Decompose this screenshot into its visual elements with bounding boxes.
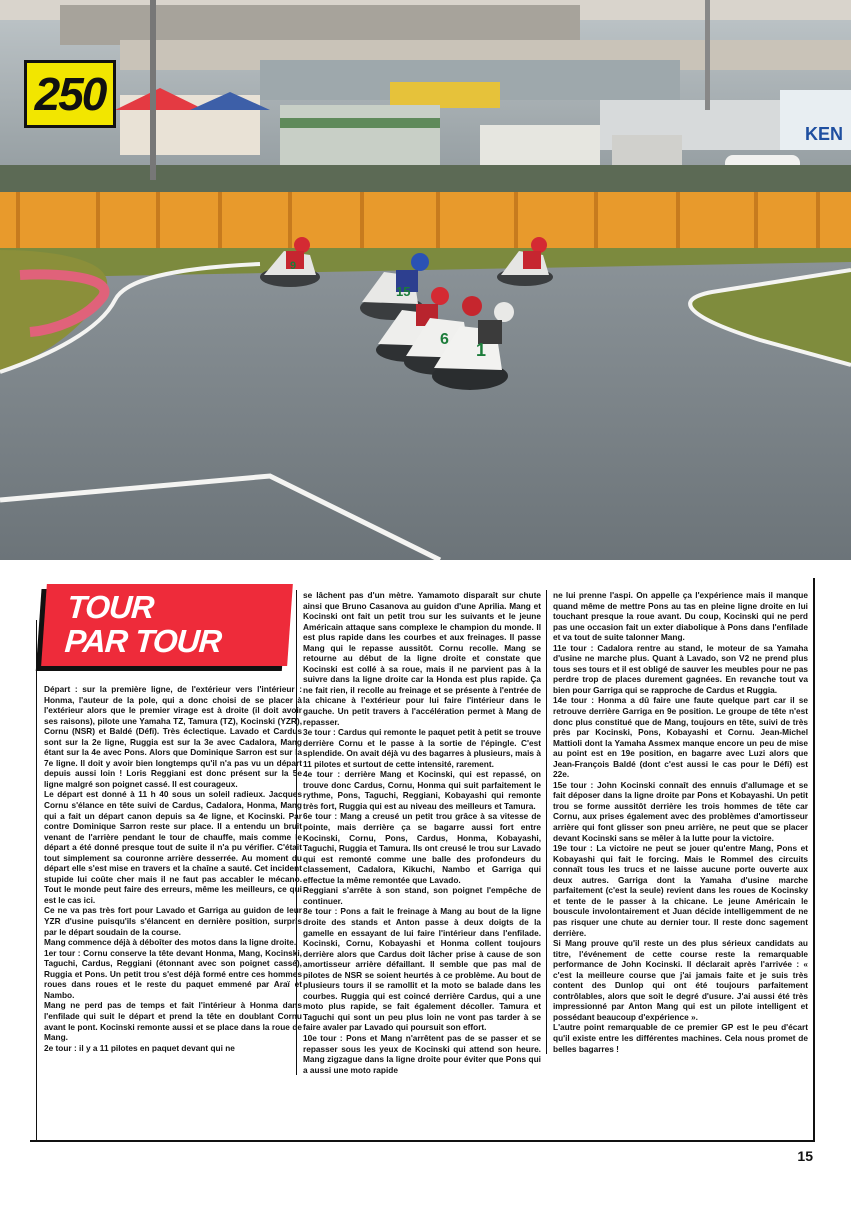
race-photo-illustration <box>0 0 851 560</box>
article-column-1 <box>44 684 302 1053</box>
svg-text:9: 9 <box>290 260 297 272</box>
paragraph: 15e tour : John Kocinski connaît des ennuis d'allumage et se fait déposer dans la ligne droite par Pons et Kobayashi. Un petit trou se forme aussitôt derrière les trois hommes de tête car Cornu, aux prises également avec des problèmes d'amortisseur arrière qui font glisser son pneu arrière, ne peut que se placer devant Kocinski sans se mêler à la lutte pour la victoire. <box>553 779 808 843</box>
svg-text:6: 6 <box>440 331 449 348</box>
paragraph: 8e tour : Pons a fait le freinage à Mang au bout de la ligne droite des stands et Anton passe à deux doigts de la gamelle en essayant de lui faire l'intérieur dans l'enfilade. Kocinski, Cornu, Kobayashi et Honma collent toujours derrière alors que Cardus doit lâcher prise à cause de son amortisseur arrière défaillant. Il semble que pas mal de pilotes de NSR se soient heurtés à ce problème. Au bout de plusieurs tours il se ramollit et la moto se balade dans les courbes. Ruggia qui est coincé derrière Cardus, qui a une moto plus rapide, se fait également décoller. Tamura et Taguchi qui sont un peu plus loin ne vont pas tarder à se faire avaler par Lavado qui poursuit son effort. <box>303 906 541 1033</box>
paragraph: Si Mang prouve qu'il reste un des plus sérieux candidats au titre, l'événement de cette course reste la remarquable performance de John Kocinski. Il déclarait après l'arrivée : « c'est la meilleure course que j'ai jamais faite et je suis très content des Dunlop qui ont été toujours parfaitement contrôlables, alors que soit le degré d'usure. J'ai aussi été très impressionné par Anton Mang qui est un pilote intelligent et possédant beaucoup d'expérience ». <box>553 938 808 1022</box>
paragraph: 6e tour : Mang a creusé un petit trou grâce à sa vitesse de pointe, mais derrière ça se bagarre aussi fort entre Kocinski, Cornu, Pons, Cardus, Honma, Kobayashi, Taguchi, Ruggia et Tamura. Ils ont creusé le trou sur Lavado qui est remonté comme une balle des profondeurs du classement, Cadalora, Kikuchi, Nambo et Garriga qui effectue la même remontée que Lavado. <box>303 811 541 885</box>
paragraph: Ce ne va pas très fort pour Lavado et Garriga au guidon de leur YZR d'usine puisqu'ils s'élancent en dernière position, surpris par le départ soudain de la course. <box>44 905 302 937</box>
paragraph: Départ : sur la première ligne, de l'extérieur vers l'intérieur : Honma, l'auteur de la pole, qui a donc choisi de se placer à l'extérieur alors que le premier virage est à droite (il doit avoir ses raisons), pilote une Yamaha TZ, Tamura (TZ), Kocinski (YZR), Cornu (NSR) et Baldé (Défi). Très éclectique. Lavado et Cardus sont sur la 2e ligne, Ruggia est sur la 3e avec Cadalora, Mang étant sur la 4e avec Pons. Alors que Dominique Sarron est sur la 7e ligne. Il doit y avoir bien longtemps qu'il n'a pas vu un départ depuis aussi loin ! Loris Reggiani est donc présent sur la 5e ligne malgré son poignet cassé. Il est courageux. <box>44 684 302 789</box>
page-number: 15 <box>797 1148 813 1164</box>
paragraph: 10e tour : Pons et Mang n'arrêtent pas de se passer et se repasser sous les yeux de Kocinski qui attend son heure. Mang zigzague dans la ligne droite pour éviter que Pons qui a aussi une moto rapide <box>303 1032 541 1075</box>
article-title-line2: PAR TOUR <box>63 623 223 659</box>
svg-text:1: 1 <box>476 340 487 360</box>
article-title-line1: TOUR <box>66 589 155 625</box>
paragraph: 2e tour : il y a 11 pilotes en paquet devant qui ne <box>44 1042 235 1053</box>
paragraph: 4e tour : derrière Mang et Kocinski, qui est repassé, on trouve donc Cardus, Cornu, Honma qui suit parfaitement le rythme, Pons, Taguchi, Reggiani, Kobayashi qui remonte très fort, Ruggia qui est au niveau des meilleurs et Tamura. <box>303 769 541 811</box>
paragraph: ne lui prenne l'aspi. On appelle ça l'expérience mais il manque quand même de mettre Pons au tas en pleine ligne droite en lui touchant presque la roue avant. Du coup, Kocinski qui ne perd pas une occasion fait un exter diabolique à Pons dans l'enfilade et va tout de suite talonner Mang. <box>553 590 808 643</box>
article <box>30 578 815 1142</box>
paragraph: L'autre point remarquable de ce premier GP est le peu d'écart qu'il existe entre les différentes machines. Cela nous promet de belles bagarres ! <box>553 1022 808 1054</box>
paragraph: Reggiani s'arrête à son stand, son poignet l'empêche de continuer. <box>303 885 541 906</box>
category-badge: 250 <box>24 60 116 128</box>
paragraph: 11e tour : Cadalora rentre au stand, le moteur de sa Yamaha d'usine ne marche plus. Quant à Lavado, son V2 ne prend plus tous ses tours et il est obligé de sauver les meubles pour ne pas perdre trop de places durement gagnées. En revanche tout va bien pour Garriga qui se rapproche de Cardus et Ruggia. <box>553 642 808 695</box>
paragraph: se lâchent pas d'un mètre. Yamamoto disparaît sur chute ainsi que Bruno Casanova au guidon d'une Aprilia. Mang et Kocinski ont fait un petit trou sur les suivants et le jeune Américain attaque sans complexe le champion du monde. Il est plus rapide dans les courbes et aux freinages. Il passe Mang qui le repasse aussitôt. Cornu recolle. Mang se retourne au début de la ligne droite et constate que Kocinski est collé à sa roue, mais il ne parvient pas à la suivre dans la ligne droite car la Honda est plus rapide. Ça ne fait rien, il recolle au freinage et se présente à l'entrée de la chicane à l'extérieur pour lui faire l'intérieur dans le gauche. Un petit travers à l'accélération permet à Mang de repasser. <box>303 590 541 727</box>
paragraph: 19e tour : La victoire ne peut se jouer qu'entre Mang, Pons et Kobayashi qui fait le forcing. Mais le Rommel des circuits connaît tous les trucs et ne laisse aucune porte ouverte aux deux autres. Garriga dont la Yamaha d'usine marche parfaitement (c'est la seule) revient dans les roues de Kocinsky et tente de le passer à la chicane. Le jeune Américain le bouscule involontairement et Juan décide intelligemment de ne pas risquer une chute au dernier tour. Il reste donc sagement derrière. <box>553 843 808 938</box>
paragraph: Mang commence déjà à déboîter des motos dans la ligne droite. <box>44 937 297 948</box>
paragraph: 1er tour : Cornu conserve la tête devant Honma, Mang, Kocinski, Taguchi, Cardus, Reggiani (étonnant avec son poignet cassé), Ruggia et Pons. Un petit trou s'est déjà formé entre ces hommes roues dans roues et le reste du paquet emmené par Araï et Nambo. <box>44 947 302 1000</box>
article-column-3 <box>546 590 808 1054</box>
article-title <box>41 584 293 666</box>
paragraph: 3e tour : Cardus qui remonte le paquet petit à petit se trouve derrière Cornu et le passe à la sortie de l'épingle. C'est splendide. On avait déjà vu des bagarres à plusieurs, mais à 11 pilotes et surtout de cette intensité, rarement. <box>303 727 541 769</box>
race-photo <box>0 0 851 560</box>
article-column-2 <box>296 590 541 1075</box>
sponsor-sign: KEN <box>805 124 844 144</box>
svg-text:15: 15 <box>396 284 411 299</box>
paragraph: Mang ne perd pas de temps et fait l'intérieur à Honma dans l'enfilade qui suit le départ et prend la tête en doublant Cornu avant le pont. Kocinski remonte aussi et se place dans la roue de Mang. <box>44 1000 302 1043</box>
paragraph: 14e tour : Honma a dû faire une faute quelque part car il se retrouve derrière Garriga en 9e position. Le groupe de tête n'est donc plus constitué que de Mang, toujours en tête, suivi de très près par Kocinski, Pons, Kobayashi et Cornu. Jean-Michel Mattioli dont la Yamaha Assmex manque encore un peu de mise au point est en 19e position, en bagarre avec Luzi alors que Jean-François Baldé (dont c'est aussi le cas pour le Défi) est 22e. <box>553 695 808 780</box>
paragraph: Le départ est donné à 11 h 40 sous un soleil radieux. Jacques Cornu s'élance en tête suivi de Cardus, Cadalora, Honma, Mang qui a fait un départ canon depuis sa 4e ligne, et Kocinski. Par contre Dominique Sarron reste sur place. Il a entendu un bruit venant de l'arrière pendant le tour de chauffe, mais comme le départ a été donné presque tout de suite il n'a pu vérifier. C'était tout simplement sa couronne arrière desserrée. Au moment du départ elle s'est mise en travers et la chaîne a sauté. Cet incident stupide lui coûte cher mais il ne faut pas accabler le mécano. Tout le monde peut faire des erreurs, même les meilleurs, ce qui est le cas ici. <box>44 789 302 905</box>
